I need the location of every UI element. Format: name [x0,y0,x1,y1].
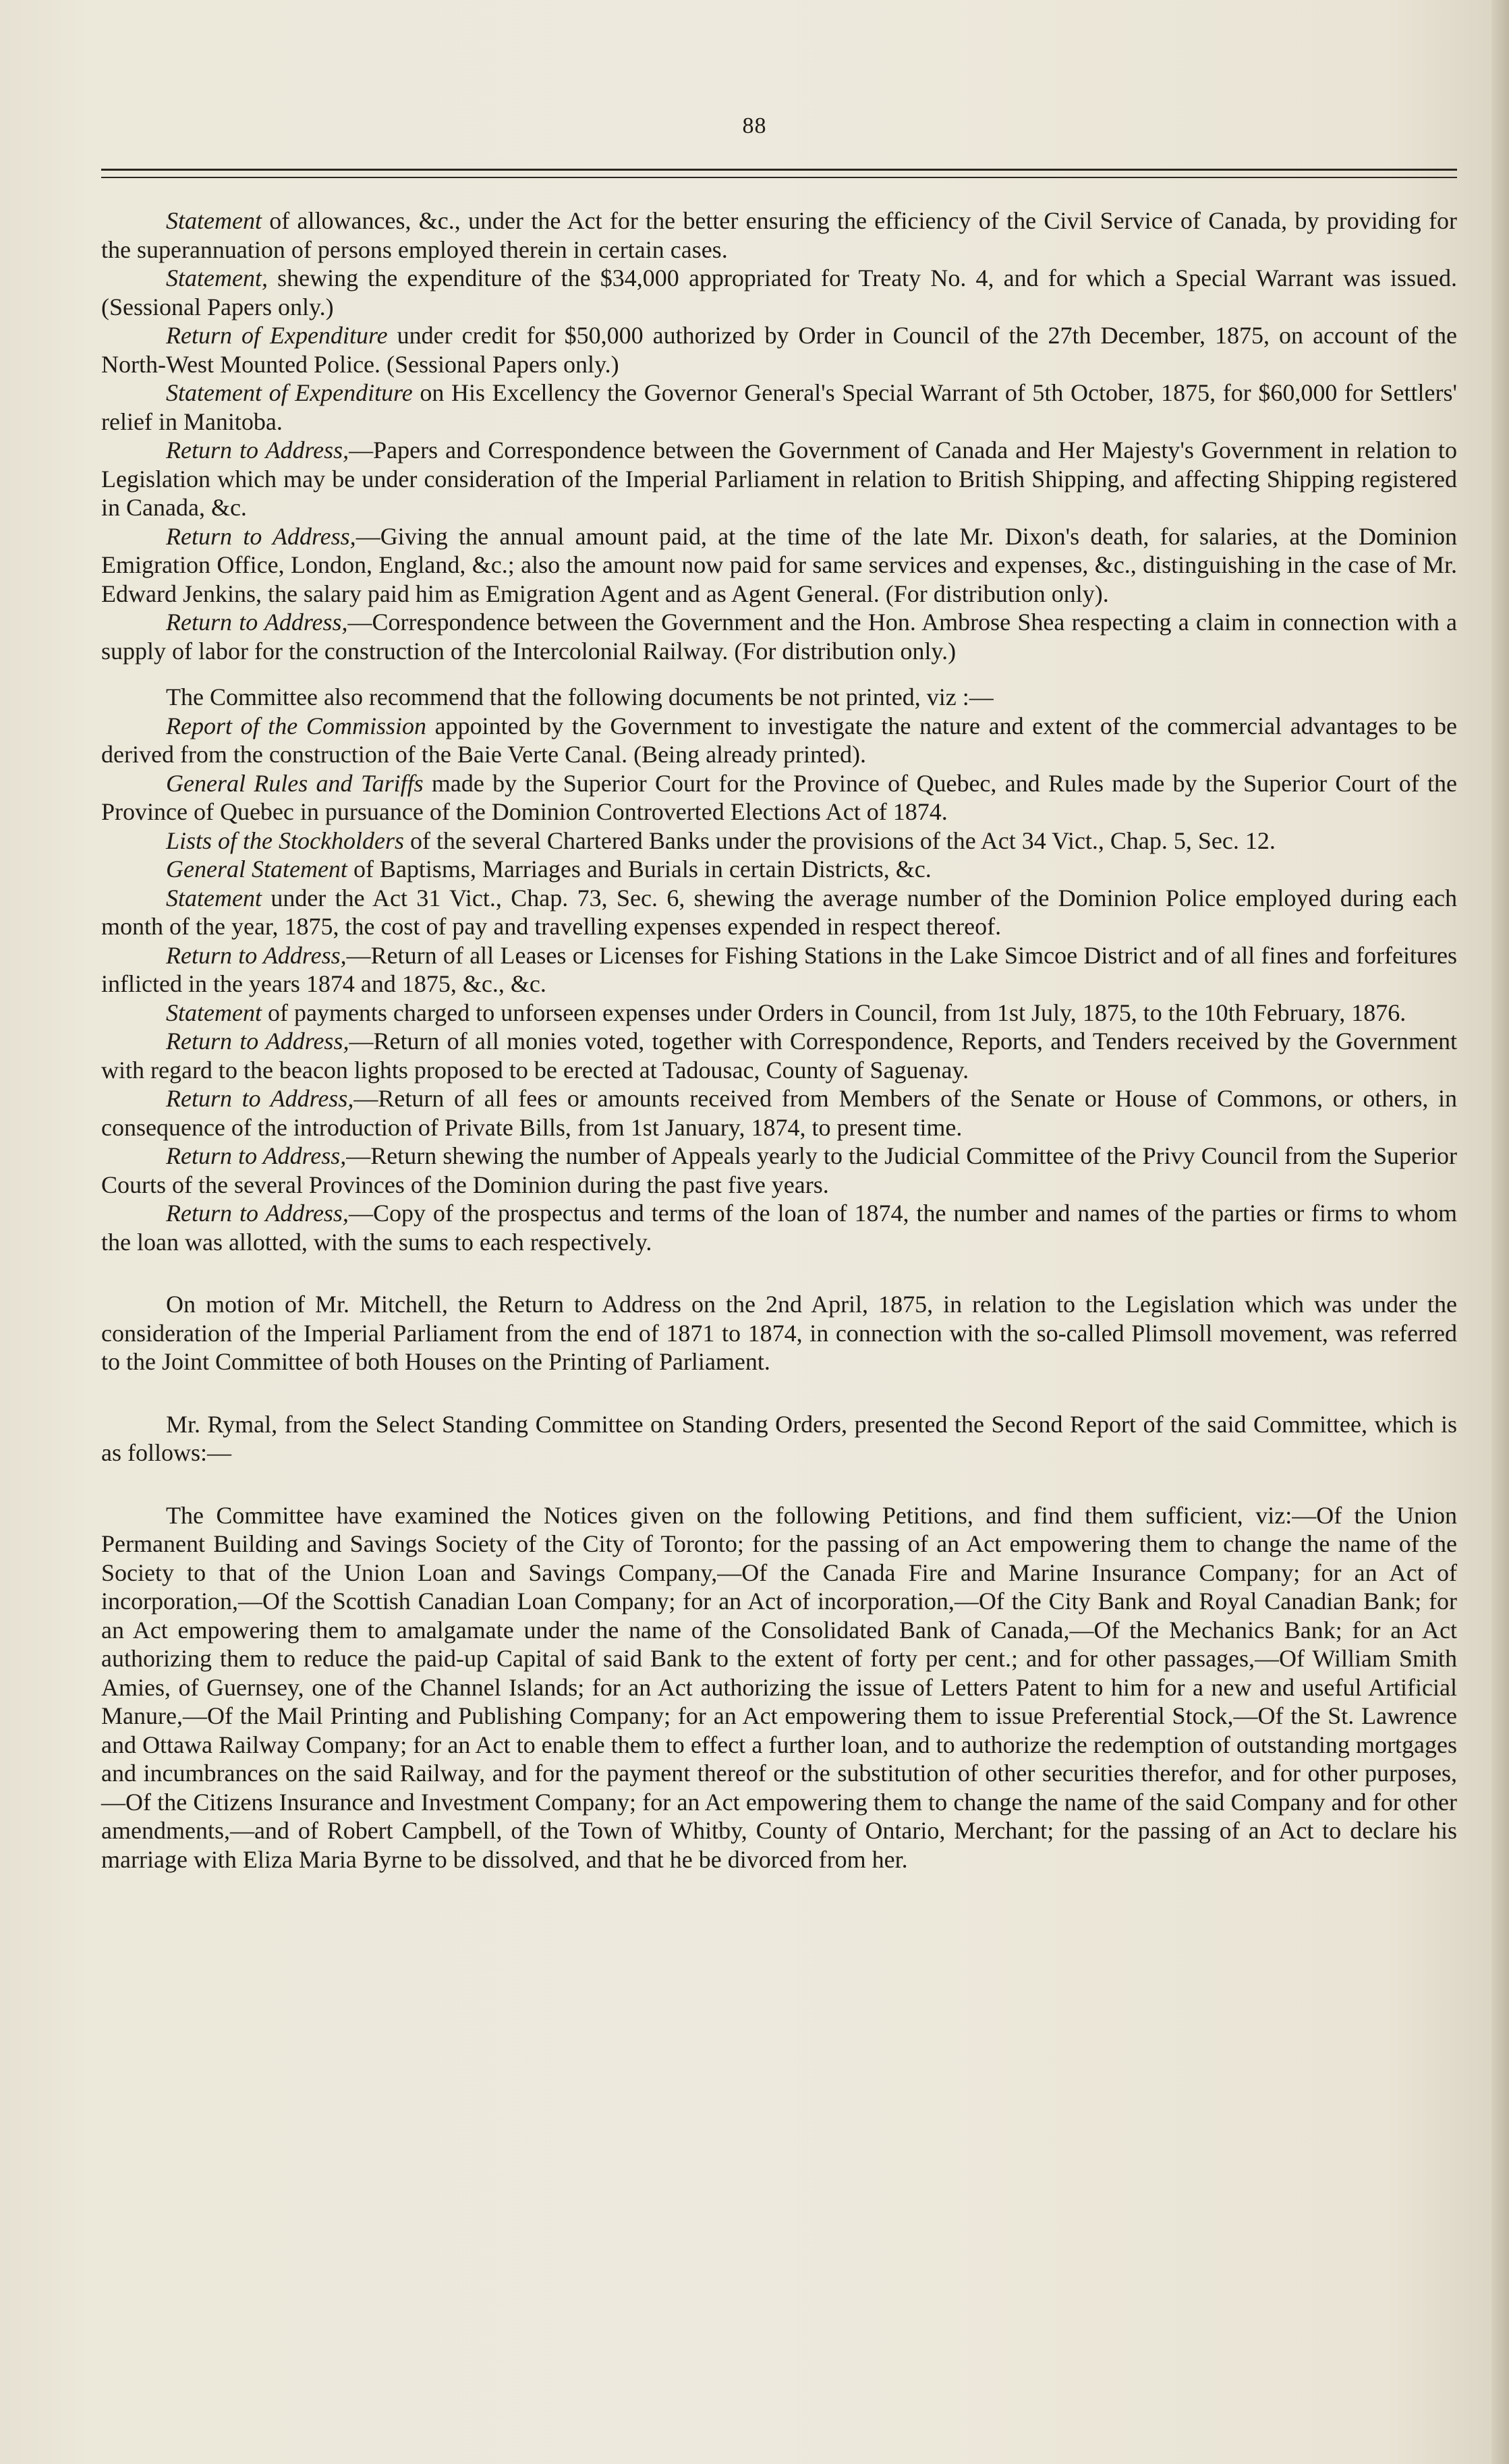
document-body [101,206,1457,1874]
paragraph [101,941,1457,999]
paragraph [101,769,1457,827]
paragraph-text: made by the Superior Court for the Province of Quebec, and Rules made by the Superior Court of the Province of Quebec in pursuance of the Dominion Controverted Elections Act of 1874. [101,769,1457,825]
paragraph-text: —Return of all fees or amounts received from Members of the Senate or House of Commons, or others, in consequence of the introduction of Private Bills, from 1st January, 1874, to present time. [101,1085,1458,1141]
paragraph [101,264,1457,321]
paragraph-text: of payments charged to unforseen expenses under Orders in Council, from 1st July, 1875, to the 10th February, 1876. [261,999,1406,1026]
paragraph-lead: Statement [166,207,262,234]
paragraph [101,206,1457,264]
header-rule-thin [101,177,1457,178]
paragraph [101,321,1457,379]
paragraph-text: —Return of all Leases or Licenses for Fishing Stations in the Lake Simcoe District and of all fines and forfeitures inflicted in the years 1874 and 1875, &c., &c. [101,941,1457,997]
paragraph [101,436,1457,522]
paragraph-lead: Return to Address, [166,1200,349,1227]
paragraph-lead: Lists of the Stockholders [166,827,404,854]
paragraph-lead: Return to Address, [166,1142,347,1169]
paragraph-text: shewing the expenditure of the $34,000 appropriated for Treaty No. 4, and for which a Special Warrant was issued. (Sessional Papers only.) [101,264,1457,320]
paragraph-lead: Statement, [166,264,268,291]
paragraph-text: on His Excellency the Governor General's Special Warrant of 5th October, 1875, for $60,000 for Settlers' relief in Manitoba. [101,379,1457,435]
page-number: 88 [742,113,767,138]
paragraph-lead: Return of Expenditure [166,322,388,349]
paragraph-text: —Copy of the prospectus and terms of the loan of 1874, the number and names of the parties or firms to whom the loan was allotted, with the sums to each respectively. [101,1200,1457,1256]
paragraph [101,712,1457,769]
paragraph-text: The Committee have examined the Notices given on the following Petitions, and find them sufficient, viz:—Of the Union Permanent Building and Savings Society of the City of Toronto; for the passing of an Act empowering them to change the name of the Society to that of the Union Loan and Savings Company,—Of the Canada Fire and Marine Insurance Company; for an Act of incorporation,—Of the Scottish Canadian Loan Company; for an Act of incorporation,—Of the City Bank and Royal Canadian Bank; for an Act empowering them to amalgamate under the name of the Consolidated Bank of Canada,—Of the Mechanics Bank; for an Act authorizing them to reduce the paid-up Capital of said Bank to the extent of forty per cent.; and for other passages,—Of William Smith Amies, of Guernsey, one of the Channel Islands; for an Act authorizing the issue of Letters Patent to him for a new and useful Artificial Manure,—Of the Mail Printing and Publishing Company; for an Act empowering them to issue Preferential Stock,—Of the St. Lawrence and Ottawa Railway Company; for an Act to enable them to effect a further loan, and to authorize the redemption of outstanding mortgages and incumbrances on the said Railway, and for the payment thereof or the substitution of other securities therefor, and for other purposes,—Of the Citizens Insurance and Investment Company; for an Act empowering them to change the name of the said Company and for other amendments,—and of Robert Campbell, of the Town of Whitby, County of Ontario, Merchant; for the passing of an Act to declare his marriage with Eliza Maria Byrne to be dissolved, and that he be divorced from her. [101,1501,1457,1873]
header-rule [101,169,1457,184]
paragraph-text: On motion of Mr. Mitchell, the Return to Address on the 2nd April, 1875, in relation to the Legislation which was under the consideration of the Imperial Parliament from the end of 1871 to 1874, in connection with the so-called Plimsoll movement, was referred to the Joint Committee of both Houses on the Printing of Parliament. [101,1291,1457,1375]
paragraph [101,1142,1457,1199]
paragraph [101,999,1457,1028]
paragraph-lead: Statement [166,884,262,912]
paragraph-text: Mr. Rymal, from the Select Standing Committee on Standing Orders, presented the Second Report of the said Committee, which is as follows:— [101,1410,1457,1466]
paragraph [101,683,1457,712]
paragraph-text: The Committee also recommend that the following documents be not printed, viz :— [166,683,994,710]
paragraph-text: —Papers and Correspondence between the Government of Canada and Her Majesty's Government in relation to Legislation which may be under consideration of the Imperial Parliament in relation to British Shipping, and affecting Shipping registered in Canada, &c. [101,437,1457,521]
paragraph [101,884,1457,941]
paragraph-lead: Return to Address, [166,609,348,636]
paragraph [101,379,1457,436]
paragraph [101,1199,1457,1256]
paragraph-text: under credit for $50,000 authorized by Order in Council of the 27th December, 1875, on account of the North-West Mounted Police. (Sessional Papers only.) [101,322,1457,378]
paragraph-text: —Giving the annual amount paid, at the time of the late Mr. Dixon's death, for salaries, at the Dominion Emigration Office, London, England, &c.; also the amount now paid for same services and expenses, &c., distinguishing in the case of Mr. Edward Jenkins, the salary paid him as Emigration Agent and as Agent General. (For distribution only). [101,522,1457,607]
paragraph-lead: Return to Address, [166,1028,349,1055]
paragraph [101,608,1457,665]
paragraph [101,1290,1457,1376]
paragraph-lead: Statement [166,999,262,1026]
paragraph [101,855,1457,884]
paragraph-text: —Return shewing the number of Appeals yearly to the Judicial Committee of the Privy Council from the Superior Courts of the several Provinces of the Dominion during the past five years. [101,1142,1457,1198]
paragraph-lead: Report of the Commission [166,712,426,739]
paragraph-lead: General Statement [166,856,347,883]
paragraph-text: of the several Chartered Banks under the provisions of the Act 34 Vict., Chap. 5, Sec. 12. [404,827,1276,854]
paragraph-lead: Return to Address, [166,437,349,464]
paragraph-text: of Baptisms, Marriages and Burials in certain Districts, &c. [347,856,932,883]
paragraph [101,1501,1457,1874]
paragraph-text: under the Act 31 Vict., Chap. 73, Sec. 6, shewing the average number of the Dominion Police employed during each month of the year, 1875, the cost of pay and travelling expenses expended in respect thereof. [101,884,1457,940]
paragraph [101,1410,1457,1467]
paragraph-lead: General Rules and Tariffs [166,769,424,797]
paragraph-lead: Return to Address, [166,1085,354,1112]
paragraph [101,1027,1457,1084]
paragraph-lead: Return to Address, [166,941,347,969]
paragraph-text: —Return of all monies voted, together with Correspondence, Reports, and Tenders received by the Government with regard to the beacon lights proposed to be erected at Tadousac, County of Saguenay. [101,1028,1457,1084]
paragraph-text: appointed by the Government to investigate the nature and extent of the commercial advantages to be derived from the construction of the Baie Verte Canal. (Being already printed). [101,712,1457,768]
paragraph-lead: Return to Address, [166,522,356,550]
paragraph-text: of allowances, &c., under the Act for the better ensuring the efficiency of the Civil Service of Canada, by providing for the superannuation of persons employed therein in certain cases. [101,207,1457,263]
page-edge-shadow [1491,0,1509,2464]
paragraph [101,827,1457,856]
paragraph [101,1084,1457,1142]
header-rule-thick [101,169,1457,171]
paragraph-text: —Correspondence between the Government and the Hon. Ambrose Shea respecting a claim in connection with a supply of labor for the construction of the Intercolonial Railway. (For distribution only.) [101,609,1457,665]
paragraph [101,522,1457,609]
paragraph-lead: Statement of Expenditure [166,379,413,406]
